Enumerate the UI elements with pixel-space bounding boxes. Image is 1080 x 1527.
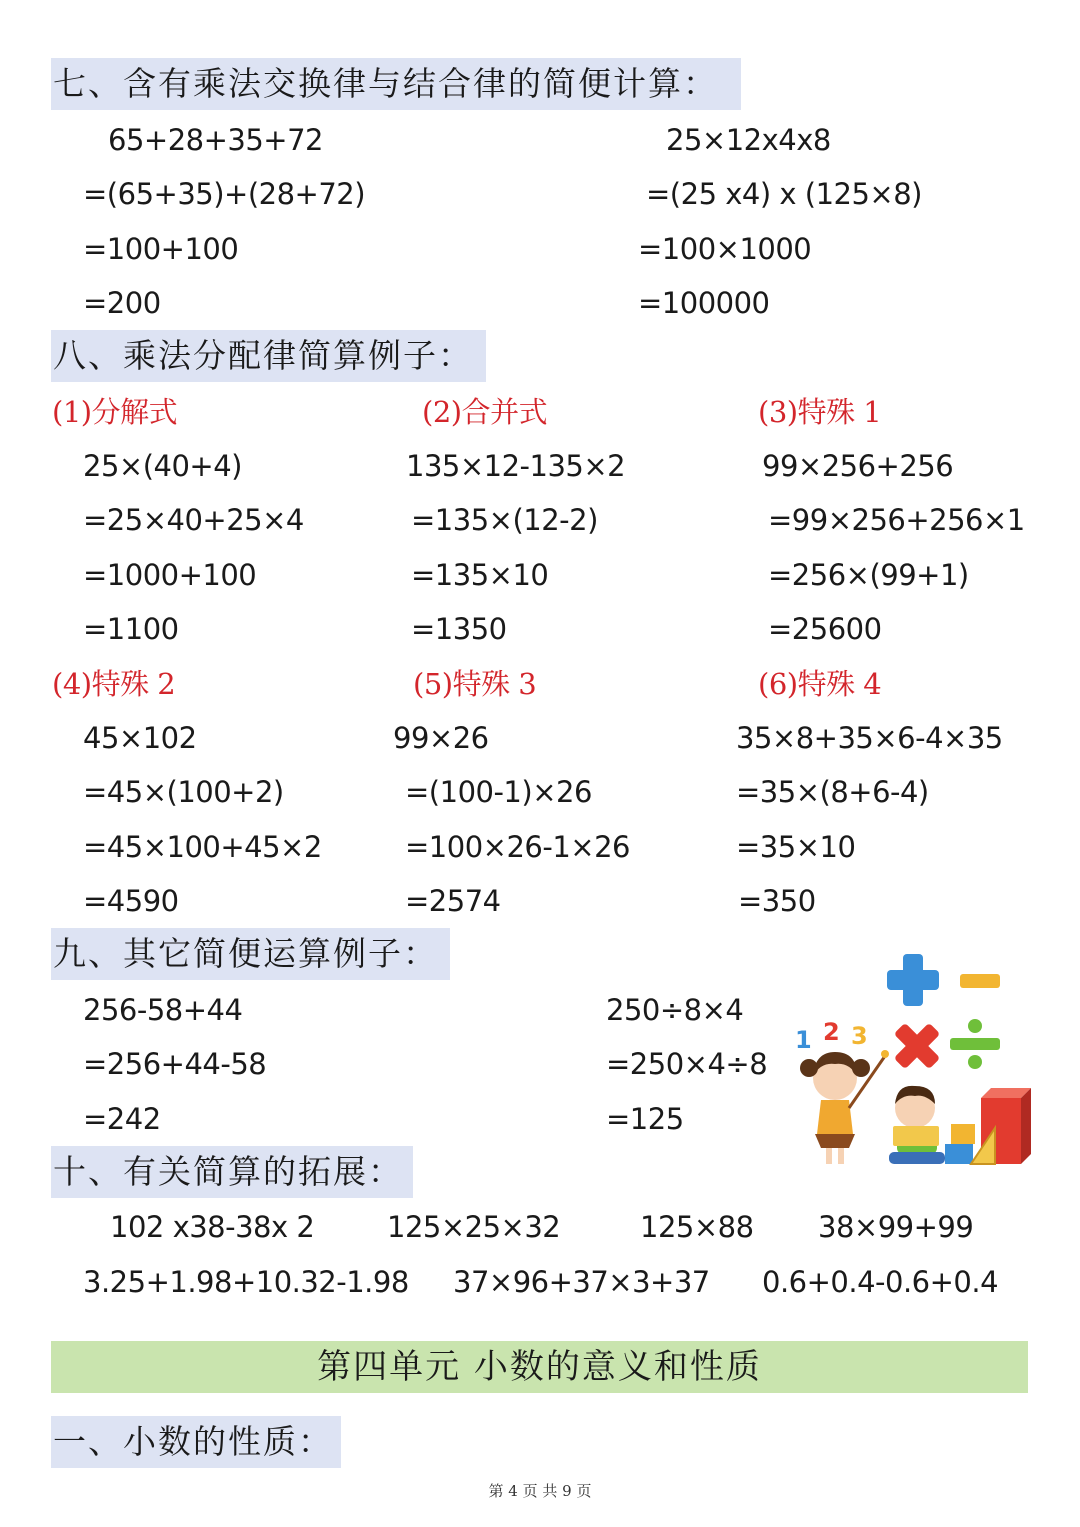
unit-4-section-1-title: 一、小数的性质： (51, 1416, 341, 1468)
s7-left-line-2: =(65+35)+(28+72) (83, 177, 366, 211)
s8-ex3-line-2: =99×256+256×1 (768, 503, 1025, 537)
s8-ex3-line-1: 99×256+256 (762, 449, 954, 483)
s8-ex5-line-4: =2574 (405, 884, 501, 918)
section-10-title: 十、有关简算的拓展： (51, 1146, 413, 1198)
s8-label-3: (3)特殊 1 (758, 395, 882, 429)
s7-right-line-4: =100000 (638, 286, 770, 320)
s8-ex2-line-3: =135×10 (411, 558, 549, 592)
s8-ex5-line-3: =100×26-1×26 (405, 830, 630, 864)
s9-left-line-3: =242 (83, 1102, 161, 1136)
boy-figure (889, 1086, 945, 1164)
s8-ex1-line-2: =25×40+25×4 (83, 503, 304, 537)
s7-left-line-4: =200 (83, 286, 161, 320)
digit-2: 2 (823, 1018, 840, 1046)
s8-label-6: (6)特殊 4 (758, 667, 882, 701)
s8-ex6-line-2: =35×(8+6-4) (736, 775, 929, 809)
s7-left-line-3: =100+100 (83, 232, 239, 266)
s9-left-line-1: 256-58+44 (83, 993, 243, 1027)
s7-right-line-2: =(25 x4) x (125×8) (646, 177, 922, 211)
s9-right-line-2: =250×4÷8 (606, 1047, 768, 1081)
s8-ex1-line-3: =1000+100 (83, 558, 257, 592)
s8-label-1: (1)分解式 (52, 395, 178, 429)
section-7-title: 七、含有乘法交换律与结合律的简便计算： (51, 58, 741, 110)
s9-right-line-1: 250÷8×4 (606, 993, 744, 1027)
girl-figure (800, 1050, 889, 1164)
s10-row1-item-4: 38×99+99 (818, 1210, 974, 1244)
s8-label-4: (4)特殊 2 (52, 667, 176, 701)
page-footer: 第 4 页 共 9 页 (488, 1482, 592, 1500)
s8-ex6-line-3: =35×10 (736, 830, 856, 864)
s8-ex5-line-2: =(100-1)×26 (405, 775, 592, 809)
s8-label-2: (2)合并式 (422, 395, 548, 429)
divide-icon (950, 1019, 1000, 1069)
blocks-decoration (945, 1088, 1031, 1164)
s8-ex5-line-1: 99×26 (393, 721, 489, 755)
s8-ex4-line-1: 45×102 (83, 721, 197, 755)
digit-1: 1 (795, 1026, 812, 1054)
section-8-title: 八、乘法分配律简算例子： (51, 330, 486, 382)
s7-left-line-1: 65+28+35+72 (108, 123, 324, 157)
s8-ex4-line-2: =45×(100+2) (83, 775, 284, 809)
s9-right-line-3: =125 (606, 1102, 684, 1136)
s8-ex6-line-1: 35×8+35×6-4×35 (736, 721, 1003, 755)
s10-row1-item-2: 125×25×32 (387, 1210, 561, 1244)
s8-ex4-line-3: =45×100+45×2 (83, 830, 322, 864)
s10-row2-item-2: 37×96+37×3+37 (453, 1265, 710, 1299)
s7-right-line-3: =100×1000 (638, 232, 812, 266)
s10-row1-item-1: 102 x38-38x 2 (110, 1210, 315, 1244)
minus-icon (960, 974, 1000, 988)
s8-ex2-line-1: 135×12-135×2 (406, 449, 626, 483)
section-9-title: 九、其它简便运算例子： (51, 928, 450, 980)
unit-4-banner: 第四单元 小数的意义和性质 (51, 1341, 1028, 1393)
s8-ex4-line-4: =4590 (83, 884, 179, 918)
s8-ex2-line-2: =135×(12-2) (411, 503, 598, 537)
plus-icon (887, 954, 939, 1006)
math-kids-illustration (785, 948, 1035, 1173)
s8-ex3-line-4: =25600 (768, 612, 882, 646)
s10-row2-item-1: 3.25+1.98+10.32-1.98 (83, 1265, 409, 1299)
s8-ex2-line-4: =1350 (411, 612, 507, 646)
s10-row2-item-3: 0.6+0.4-0.6+0.4 (762, 1265, 999, 1299)
s8-ex1-line-4: =1100 (83, 612, 179, 646)
s8-label-5: (5)特殊 3 (413, 667, 537, 701)
multiply-icon (882, 1011, 953, 1082)
s9-left-line-2: =256+44-58 (83, 1047, 267, 1081)
digit-3: 3 (851, 1022, 868, 1050)
s10-row1-item-3: 125×88 (640, 1210, 754, 1244)
s8-ex3-line-3: =256×(99+1) (768, 558, 969, 592)
s8-ex1-line-1: 25×(40+4) (83, 449, 242, 483)
s7-right-line-1: 25×12x4x8 (666, 123, 831, 157)
s8-ex6-line-4: =350 (738, 884, 816, 918)
